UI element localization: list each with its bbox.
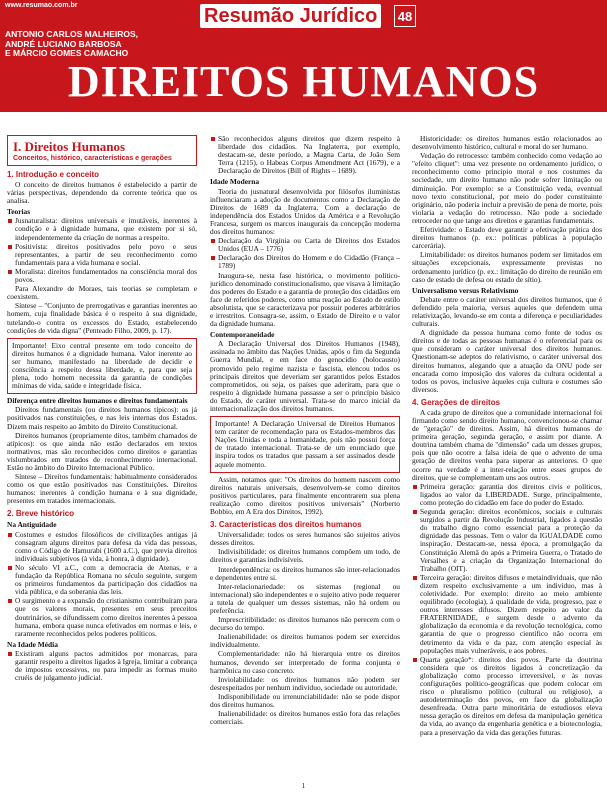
paragraph: Efetividade: o Estado deve garantir a efetivação prática dos direitos humanos (p. ex.: políticas públicas à população carcerária).	[412, 225, 602, 251]
bullet-item: Costumes e estudos filosóficos de civilizações antigas já consagram alguns direitos para defesa da vida das pessoas, como o Código de Hamurabi (1600 a.C.), que previa direitos individuais subjetivos (à vida, à honra, à dignidade).	[7, 531, 197, 563]
subheading: Na Idade Média	[7, 639, 58, 649]
paragraph: Interdependência: os direitos humanos são inter-relacionados e dependentes entre si.	[210, 564, 400, 582]
heading-history: 2. Breve histórico	[7, 509, 75, 519]
bullet-item: Terceira geração: direitos difusos e metaindividuais, que não dizem respeito exclusivamente a um indivíduo, mas à coletividade. Por exemplo: direito ao meio ambiente equilibrado (ecologia), à qualidade de vida, progresso, paz e outros interesses difusos. Dizem respeito ao valor da FRATERNIDADE, e surgem desde o advento da globalização da economia e da revolução tecnológica, como garantia de que o progresso científico não ocorra em detrimento da vida e da paz, com atenção especial às populações mais vulneráveis, e aos pobres.	[412, 574, 602, 655]
subheading: Teorias	[7, 207, 31, 217]
paragraph: Síntese – Direitos fundamentais: habitualmente considerados como os que estão positivados nas Constituições. Direitos humanos: inerentes à condição humana e à sua dignidade, presentes em tratados internacionais.	[7, 472, 197, 506]
paragraph: Assim, notamos que: "Os direitos do homem nascem como direitos naturais universais, desenvolvem-se como direitos positivos particulares, para finalmente encontrarem sua plena realização como direitos positivos universais" (Norberto Bobbio, em A Era dos Direitos, 1992).	[210, 474, 400, 517]
site-url[interactable]: www.resumao.com.br	[5, 2, 78, 9]
bullet-item: Primeira geração: garantia dos direitos civis e políticos, ligados ao valor da LIBERDADE. Surge, principalmente, como proteção do cidadão em face do poder do Estado.	[412, 483, 602, 507]
page-number: 1	[301, 782, 306, 790]
paragraph: Historicidade: os direitos humanos estão relacionados ao desenvolvimento histórico, cultural e moral do ser humano.	[412, 135, 602, 152]
synthesis: Síntese – "Conjunto de prerrogativas e garantias inerentes ao homem, cuja finalidade básica é o respeito à sua dignidade, tutelando-o contra os excessos do Estado, estabelecendo condições de vida digna" (Penteado Filho, 2009, p. 17).	[7, 301, 197, 335]
heading-characteristics: 3. Características dos direitos humanos	[210, 520, 362, 530]
bullet-item: No século VI a.C., com a democracia de Atenas, e a fundação da República Romana no século seguinte, surgem os primeiros fundamentos da participação dos cidadãos na vida pública, e da soberania das leis.	[7, 564, 197, 596]
bullet-item: Quarta geração*: direitos dos povos. Parte da doutrina considera que os direitos ligados à concretização da globalização como processo irreversível, e às novas configurações político-geográficas que podem colocar em risco o pluralismo político (cultural ou religioso), a autodeterminação dos povos, em face da globalização desenfreada. Outra parte minoritária de estudiosos eleva nessa geração os direitos em defesa da manipulação genética da vida, ao avanço da engenharia genética e a biotecnologia, para a preservação da vida das gerações futuras.	[412, 656, 602, 737]
bullet-item: Declaração dos Direitos do Homem e do Cidadão (França – 1789)	[210, 254, 400, 270]
section-heading: I. Direitos Humanos Conceitos, histórico, características e gerações	[7, 135, 197, 166]
paragraph: Inter-relacionariedade: os sistemas (regional ou internacional) são independentes e o sujeito ativo pode requerer a tutela de qualquer um desses sistemas, não há ordem ou preferência.	[210, 581, 400, 615]
paragraph: A Declaração Universal dos Direitos Humanos (1948), assinada no âmbito das Nações Unidas, após o fim da Segunda Guerra Mundial, e em face do genocídio (holocausto) promovido pelo regime nazista e fascista, elencou todos os principais direitos que deveriam ser garantidos pelos Estados comprometidos, ou seja, os países que aderiram, para que o respeito à dignidade humana passasse a ser o princípio básico do Estado, de caráter universal. Trata-se do marco inicial da internacionalização dos direitos humanos.	[210, 339, 400, 413]
paragraph: Limitabilidade: os direitos humanos podem ser limitados em situações excepcionais, expressamente previstas no ordenamento jurídico (p. ex.: limitação do direito de reunião em caso de estado de defesa ou estado de sítio).	[412, 250, 602, 284]
paragraph: Vedação do retrocesso: também conhecido como vedação ao "efeito cliquet": uma vez presente no ordenamento jurídico, o reconhecimento como principio moral e nos costumes da sociedade, um direito humano não pode sofrer limitação ou diminuição. Por exemplo: se a Constituição veda, eventual novo texto constitucional, por meio do poder constituinte originário, não poderia incluir a previsão de pena de morte, pois violaria a vedação do retrocesso. Não pode a sociedade retroceder no que tange aos direitos e garantias fundamentais.	[412, 151, 602, 225]
column-3	[412, 135, 602, 780]
paragraph: O conceito de direitos humanos é estabelecido a partir de várias perspectivas, dependendo da corrente teórica que os analisa.	[7, 180, 197, 206]
authors: ANTONIO CARLOS MALHEIROS, ANDRÉ LUCIANO BARBOSA E MÁRCIO GOMES CAMACHO	[5, 29, 139, 58]
subheading: Idade Moderna	[210, 177, 260, 187]
bullet-item: Moralista: direitos fundamentados na consciência moral dos povos.	[7, 268, 197, 284]
paragraph: Inalienabilidade: os direitos humanos podem ser exercidos individualmente.	[210, 632, 400, 650]
issue-number: 48	[394, 5, 416, 27]
heading-generations: 4. Gerações de direitos	[412, 397, 501, 407]
paragraph: Universalidade: todos os seres humanos são sujeitos ativos desses direitos.	[210, 530, 400, 548]
bullet-item: Positivista: direitos positivados pelo povo e seus representantes, a partir de seu reconhecimento como fundamentais para a vida humana e social.	[7, 243, 197, 267]
bullet-item: São reconhecidos alguns direitos que dizem respeito à liberdade dos cidadãos. Na Inglaterra, por exemplo, destacam-se, deste período, a Magna Carta, de João Sem Terra (1215), o Habeas Corpus Amendment Act (1679), e a Declaração de Direitos (Bill of Rights – 1689).	[210, 135, 400, 175]
bullet-item: Segunda geração: direitos econômicos, sociais e culturais surgidos a partir da Revolução Industrial, ligados à questão do trabalho digno como essencial para a proteção da dignidade das pessoas. Tem o valor da IGUALDADE como inspiração. Destacam-se, nessa época, a promulgação da Constituição Alemã do após a Primeira Guerra, o Tratado de Versalhes e a criação da Organização Internacional do Trabalho (OIT).	[412, 508, 602, 573]
subheading: Diferença entre direitos humanos e direitos fundamentais	[7, 396, 188, 406]
paragraph: A dignidade da pessoa humana como fonte de todos os direitos e de todas as pessoas humanas é o referencial para os que consideram o caráter universal dos direitos humanos. Questionam-se adeptos do relativismo, o caráter universal dos direitos humanos, alegando que a atuação da ONU pode ser encarada como imposição dos valores da cultura ocidental a todos os povos, inclusive àqueles cuja cultura e costumes são diversos.	[412, 328, 602, 394]
paragraph: Imprescritibilidade: os direitos humanos não perecem com o decurso do tempo.	[210, 615, 400, 633]
bullet-item: Existiram alguns pactos admitidos por monarcas, para garantir respeito a direitos ligados à Igreja, limitar a cobrança de impostos excessivos, ou para impedir as formas muito cruéis de julgamento judicial.	[7, 650, 197, 682]
subheading: Na Antiguidade	[7, 520, 57, 530]
paragraph: Indisponibilidade ou irrenunciabilidade: não se pode dispor dos direitos humanos.	[210, 691, 400, 709]
brand-logo: Resumão Jurídico	[200, 4, 381, 28]
important-box: Importante! Eixo central presente em todo conceito de direitos humanos é a dignidade humana. Valor inerente ao ser humano, manifestado na liberdade de decidir e consciência a respeito dessa liberdade, e, para que seja plena, todo homem necessita da garantia de condições mínimas de vida, saúde e integridade física.	[7, 338, 197, 395]
paragraph: Inaugura-se, nesta fase histórica, o movimento político-jurídico denominado constitucionalismo, que visava à limitação dos poderes do Estado e a garantia de proteção dos cidadãos em face de referidos poderes, como uma reação ao Estado de estilo absolutista, que se caracterizava por possuir poderes arbitrários e irrestritos. Consagra-se, assim, o Estado de Direito e o valor da dignidade humana.	[210, 270, 400, 329]
header-banner	[0, 0, 607, 112]
column-1	[7, 135, 197, 780]
paragraph: Teoria do jusnatural desenvolvida por filósofos iluministas influenciaram a adoção de documentos como a Declaração de Direitos de 1689 da Inglaterra. Com a declaração de independência dos Estados Unidos da América e a Revolução Francesa, surgem os marcos inaugurais da concepção moderna dos direitos humanos:	[210, 186, 400, 237]
bullet-item: O surgimento e a expansão do cristianismo contribuíram para que os valores morais, presentes em seus preceitos doutrinários, se difundissem como direitos inerentes à pessoa humana, embora quase nunca efetivados em normas e leis, e raramente reconhecidos pelos poderes políticos.	[7, 597, 197, 637]
subheading: Universalismo versus Relativismo	[412, 285, 519, 295]
page-title: DIREITOS HUMANOS	[67, 57, 540, 106]
paragraph: Inalienabilidade: os direitos humanos estão fora das relações comerciais.	[210, 709, 400, 727]
paragraph: Debate entre o caráter universal dos direitos humanos, que é defendido pela maioria, versus aqueles que defendem uma relativização, levando-se em conta a diferença e peculiaridades culturais.	[412, 294, 602, 329]
paragraph: Inviolabilidade: os direitos humanos não podem ser desrespeitados por nenhum indivíduo, sociedade ou autoridade.	[210, 674, 400, 692]
heading-intro: 1. Introdução e conceito	[7, 170, 100, 179]
paragraph: A cada grupo de direitos que a comunidade internacional foi firmando como sendo direito humano, convencionou-se chamar de "geração" de direitos. Assim, há direitos humanos de primeira geração, segunda geração, e assim por diante. A doutrina também chama de "dimensão" cada um desses grupos, pois que não ocorre a falsa ideia de que o advento de uma geração de direitos venha para superar as anteriores. O que ocorre na verdade é a inter-relação entre esses grupos de direitos, que se complementam uns aos outros.	[412, 407, 602, 482]
column-2	[210, 135, 400, 780]
bullet-item: Declaração da Virgínia ou Carta de Direitos dos Estados Unidos (EUA – 1776)	[210, 237, 400, 253]
important-box: Importante! A Declaração Universal de Direitos Humanos tem caráter de recomendação para os Estados-membros das Nações Unidas e toda a humanidade, pois não possui força de tratado internacional. Trata-se de um enunciado que inspira todos os tratados que passam a ser assinados desde aquele momento.	[210, 416, 400, 473]
paragraph: Direitos fundamentais (ou direitos humanos típicos): os já positivados nas constituições, e nas leis internas dos Estados. Dizem mais respeito ao âmbito do Direito Constitucional.	[7, 405, 197, 431]
subheading: Contemporaneidade	[210, 330, 275, 340]
paragraph: Complementaridade: não há hierarquia entre os direitos humanos, devendo ser interpretado de forma conjunta e harmônica no caso concreto.	[210, 649, 400, 675]
paragraph: Direitos humanos (propriamente ditos, também chamados de atípicos): os que ainda não estão declarados em textos normativos, mas são reconhecidos como direitos e garantias vislumbrados em tratados de reconhecimento internacional. Estão no âmbito do Direito Internacional Público.	[7, 430, 197, 472]
paragraph: Indivisibilidade: os direitos humanos compõem um todo, de direitos e garantias indivisíveis.	[210, 547, 400, 565]
paragraph: Para Alexandre de Moraes, tais teorias se completam e coexistem.	[7, 284, 197, 302]
bullet-item: Jusnaturalista: direitos universais e imutáveis, inerentes à condição e à dignidade humana, que existem por si só, independentemente da criação de normas a respeito.	[7, 217, 197, 241]
